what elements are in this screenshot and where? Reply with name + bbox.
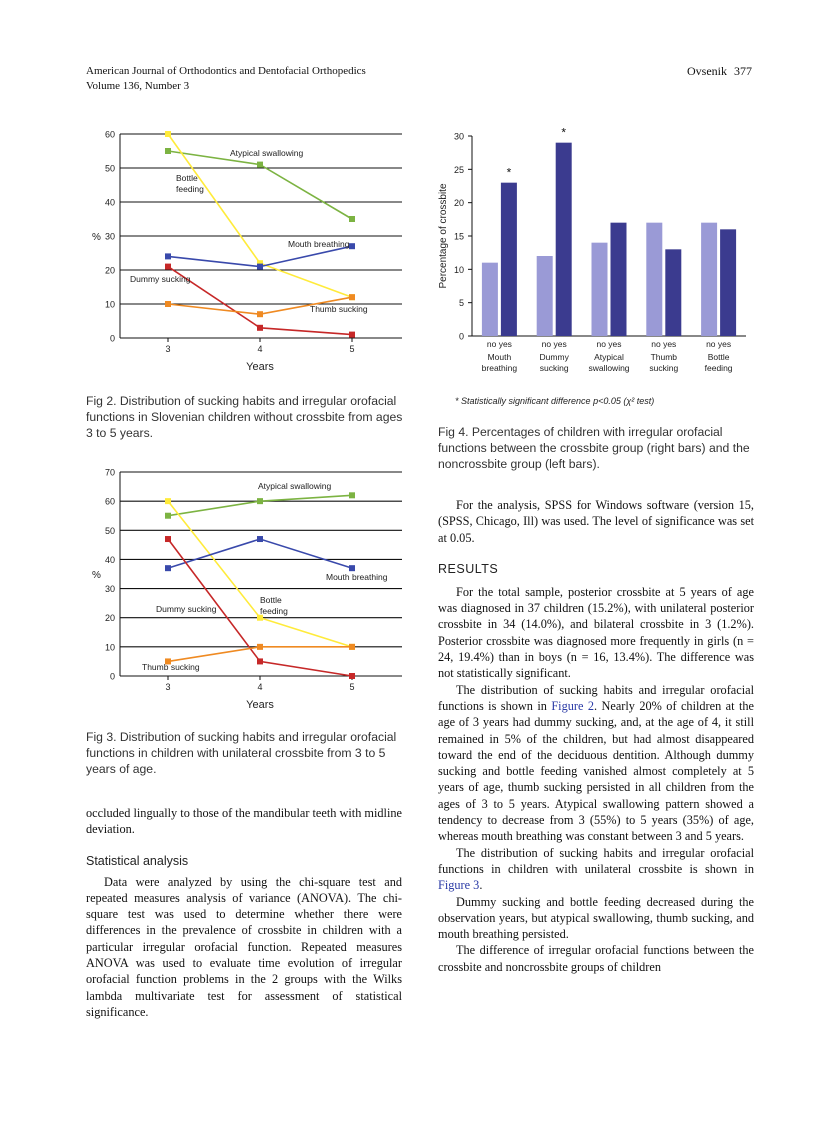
section-heading-results: RESULTS — [438, 561, 499, 576]
left-column-text — [86, 805, 402, 1020]
paragraph-midline: occluded lingually to those of the mandibular teeth with midline deviation. — [86, 806, 402, 837]
data-point — [349, 332, 355, 338]
y-tick-label: 60 — [104, 129, 115, 140]
series-label: Mouth breathing — [288, 239, 350, 249]
data-point — [257, 644, 263, 650]
bar-group-bottle-feeding — [701, 223, 736, 336]
data-point — [349, 492, 355, 498]
y-tick-label: 40 — [104, 554, 115, 565]
bar-group-dummy-sucking — [537, 143, 572, 336]
text-fig3-a: The distribution of sucking habits and irregular orofacial functions in children with unilateral crossbite is shown in — [438, 845, 754, 876]
bar-sublabel: no yes — [706, 339, 732, 349]
series-label: Dummy sucking — [156, 604, 217, 614]
category-label: Bottle — [707, 352, 730, 362]
bar-no — [646, 223, 662, 336]
running-header — [86, 64, 366, 94]
y-tick-label: 30 — [104, 584, 115, 595]
series-dummy-sucking — [165, 264, 355, 338]
series-line — [168, 501, 352, 647]
y-axis-label: Percentage of crossbite — [438, 183, 449, 289]
series-line — [168, 539, 352, 568]
paragraph-total-sample: For the total sample, posterior crossbite at 5 years of age was diagnosed in 37 children (15.2%), with unilateral posterior crossbite in 34 (14.0%), and bilateral crossbite in 3 (1.2%). Posterior crossbite was diagnosed more frequently in girls (n = 24, 19.4%) than in boys (n = 16, 13.4%). The difference was not statistically significant. — [438, 584, 754, 681]
y-tick-label: 15 — [453, 231, 464, 242]
category-label: Mouth — [487, 352, 512, 362]
y-tick-label: 10 — [104, 642, 115, 653]
text-fig3-b: . — [479, 878, 483, 893]
y-tick-label: 30 — [453, 131, 464, 142]
category-label: breathing — [481, 363, 518, 373]
data-point — [165, 498, 171, 504]
bar-no — [482, 263, 498, 336]
series-label: Atypical swallowing — [230, 148, 304, 158]
y-tick-label: 70 — [104, 467, 115, 478]
series-label: Bottle — [176, 173, 198, 183]
bar-yes — [720, 229, 736, 336]
series-label: Dummy sucking — [130, 274, 191, 284]
series-label: Thumb sucking — [142, 662, 200, 672]
right-column-text — [438, 497, 754, 975]
bar-sublabel: no yes — [596, 339, 622, 349]
y-tick-label: 20 — [104, 265, 115, 276]
category-label: Atypical — [594, 352, 624, 362]
category-label: sucking — [539, 363, 569, 373]
fig3-caption: Fig 3. Distribution of sucking habits and irregular orofacial functions in children with unilateral crossbite from 3 to 5 years of age. — [86, 730, 397, 776]
x-tick-label: 4 — [257, 682, 263, 692]
paragraph-spss: For the analysis, SPSS for Windows software (version 15, (SPSS, Chicago, Ill) was used. The level of significance was set at 0.05. — [438, 498, 754, 545]
fig2-caption: Fig 2. Distribution of sucking habits and irregular orofacial functions in Slovenian children without crossbite from ages 3 to 5 years. — [86, 394, 403, 440]
bar-yes — [501, 183, 517, 336]
y-tick-label: 0 — [109, 671, 115, 682]
significance-marker: * — [561, 126, 567, 140]
category-label: sucking — [649, 363, 679, 373]
category-label: swallowing — [588, 363, 630, 373]
y-tick-label: 10 — [453, 264, 464, 275]
page-header-right — [687, 64, 752, 79]
series-label: Atypical swallowing — [258, 481, 332, 491]
data-point — [257, 162, 263, 168]
page-number: 377 — [734, 64, 752, 78]
fig4-bar-chart — [432, 126, 754, 380]
series-label: Bottle — [260, 595, 282, 605]
data-point — [257, 536, 263, 542]
series-line — [168, 267, 352, 335]
fig4-footnote: * Statistically significant difference p<0.05 (χ² test) — [455, 396, 655, 406]
y-tick-label: 0 — [109, 333, 115, 344]
paragraph-dummy-bottle: Dummy sucking and bottle feeding decreased during the observation years, but atypical swallowing, thumb sucking, and mouth breathing persisted. — [438, 894, 754, 942]
y-tick-label: 25 — [453, 164, 464, 175]
series-line — [168, 134, 352, 297]
x-axis-label: Years — [246, 361, 274, 373]
data-point — [165, 301, 171, 307]
x-tick-label: 3 — [165, 344, 171, 354]
bar-no — [537, 256, 553, 336]
figure-3-link[interactable]: Figure 3 — [438, 878, 480, 893]
data-point — [165, 253, 171, 259]
data-point — [257, 311, 263, 317]
y-tick-label: 50 — [104, 525, 115, 536]
text-fig2-a: The distribution of sucking habits and irregular orofacial functions is shown in — [438, 682, 754, 713]
bar-sublabel: no yes — [651, 339, 677, 349]
data-point — [349, 216, 355, 222]
x-tick-label: 3 — [165, 682, 171, 692]
y-axis-label: % — [92, 232, 101, 243]
x-axis-label: Years — [246, 699, 274, 711]
bar-sublabel: no yes — [486, 339, 512, 349]
significance-marker: * — [506, 165, 512, 180]
section-heading-statistical-analysis: Statistical analysis — [86, 853, 189, 868]
fig2-line-chart — [86, 126, 406, 376]
figure-2-link[interactable]: Figure 2 — [551, 698, 594, 713]
series-label: Thumb sucking — [310, 304, 368, 314]
paragraph-fig2-results — [438, 682, 754, 845]
data-point — [349, 565, 355, 571]
data-point — [165, 513, 171, 519]
data-point — [349, 644, 355, 650]
data-point — [257, 264, 263, 270]
y-tick-label: 0 — [458, 331, 464, 342]
bar-group-thumb-sucking — [646, 223, 681, 336]
data-point — [165, 148, 171, 154]
series-label: feeding — [176, 184, 204, 194]
y-tick-label: 10 — [104, 299, 115, 310]
y-tick-label: 40 — [104, 197, 115, 208]
fig4-caption: Fig 4. Percentages of children with irregular orofacial functions between the crossbite group (right bars) and the noncrossbite group (left bars). — [438, 425, 750, 471]
x-tick-label: 5 — [349, 344, 355, 354]
data-point — [257, 498, 263, 504]
data-point — [349, 673, 355, 679]
y-tick-label: 5 — [458, 298, 464, 309]
bar-group-atypical-swallowing — [592, 223, 627, 336]
data-point — [257, 325, 263, 331]
y-tick-label: 60 — [104, 496, 115, 507]
bar-sublabel: no yes — [541, 339, 567, 349]
data-point — [349, 294, 355, 300]
category-label: Dummy — [539, 352, 569, 362]
bar-yes — [665, 249, 681, 336]
y-tick-label: 20 — [104, 613, 115, 624]
x-tick-label: 4 — [257, 344, 263, 354]
data-point — [165, 264, 171, 270]
y-tick-label: 20 — [453, 198, 464, 209]
journal-volume: Volume 136, Number 3 — [86, 80, 190, 92]
series-atypical-swallowing — [165, 492, 355, 518]
category-label: feeding — [704, 363, 733, 373]
bar-no — [701, 223, 717, 336]
data-point — [349, 243, 355, 249]
paragraph-difference: The difference of irregular orofacial functions between the crossbite and noncrossbite groups of children — [438, 943, 754, 974]
data-point — [165, 565, 171, 571]
category-label: Thumb — [650, 352, 678, 362]
bar-yes — [556, 143, 572, 336]
data-point — [165, 131, 171, 137]
series-label: Mouth breathing — [326, 572, 388, 582]
author-name: Ovsenik — [687, 64, 727, 78]
data-point — [257, 658, 263, 664]
fig3-line-chart — [86, 464, 406, 714]
paragraph-fig3-results — [438, 845, 754, 894]
y-tick-label: 50 — [104, 163, 115, 174]
series-mouth-breathing — [165, 536, 355, 571]
bar-group-mouth-breathing — [482, 183, 517, 336]
y-axis-label: % — [92, 570, 101, 581]
paragraph-statistics: Data were analyzed by using the chi-square test and repeated measures analysis of variance (ANOVA). The chi-square test was used to determine whether there were differences in the prevalence of crossbite in children with a particular irregular orofacial function. Repeated measures ANOVA was used to evaluate time evolution of irregular orofacial function problems in the 2 groups with the Wilks lambda multivariate test for assessment of statistical significance. — [86, 874, 402, 1019]
journal-title: American Journal of Orthodontics and Dentofacial Orthopedics — [86, 65, 366, 77]
series-label: feeding — [260, 606, 288, 616]
x-tick-label: 5 — [349, 682, 355, 692]
text-fig2-b: . Nearly 20% of children at the age of 3 years had dummy sucking, and, at the age of 4, it still remained in 5% of the children, but had almost disappeared toward the end of the deciduous dentition. Although dummy sucking and bottle feeding vanished almost completely at 5 years of age, thumb sucking persisted in all children from the ages of 3 to 5 years. Atypical swallowing pattern showed a tendency to decrease from 3 (55%) to 5 years (35%) of age, whereas mouth breathing was constant between 3 and 5 years. — [438, 698, 754, 844]
y-tick-label: 30 — [104, 231, 115, 242]
bar-no — [592, 243, 608, 336]
data-point — [165, 536, 171, 542]
bar-yes — [611, 223, 627, 336]
